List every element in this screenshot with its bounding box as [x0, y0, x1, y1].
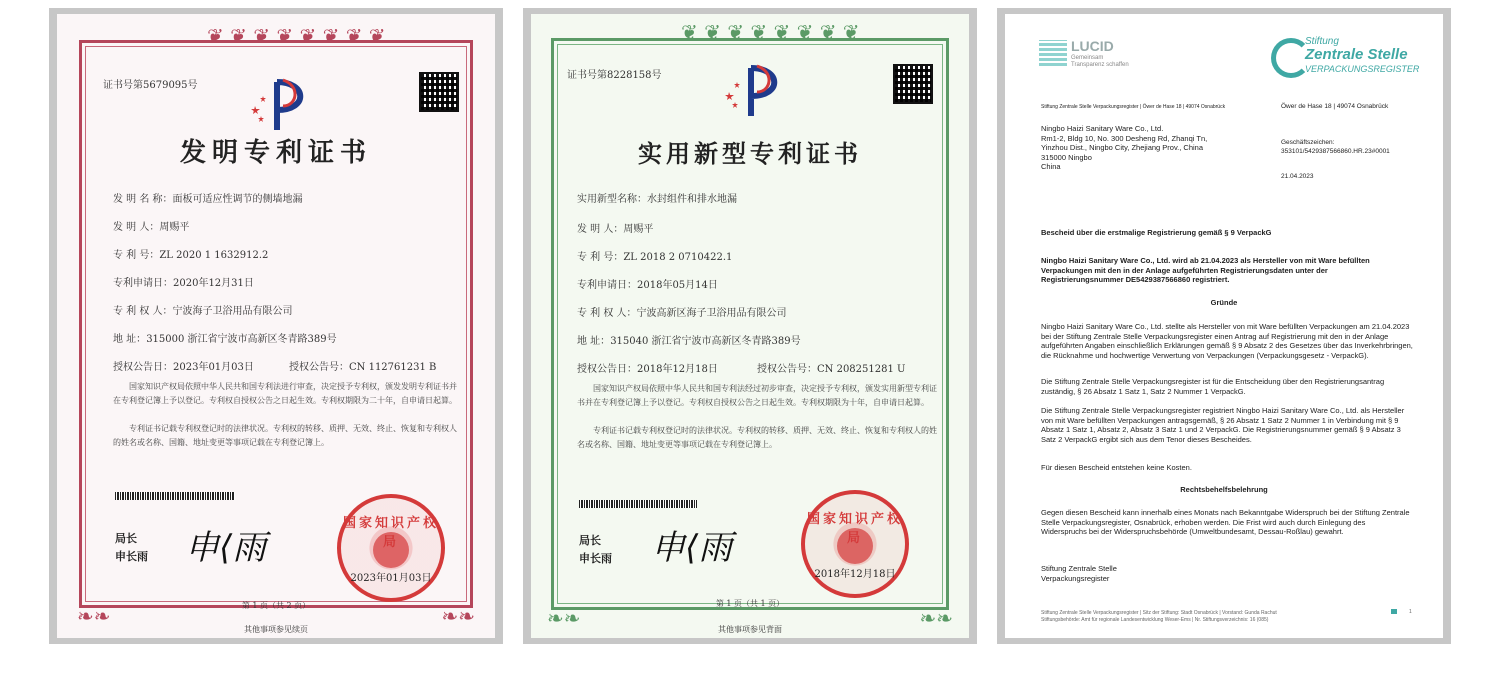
- field-label: 专利申请日：: [113, 278, 173, 289]
- field-value: ZL 2018 2 0710422.1: [623, 252, 733, 263]
- recipient-line: Yinzhou Dist., Ningbo City, Zhejiang Prov., China: [1041, 143, 1204, 152]
- zsvr-line-2: Zentrale Stelle: [1305, 46, 1408, 63]
- document-paper: [1005, 14, 1443, 638]
- field-value: CN 208251281 U: [817, 364, 906, 375]
- field-address: [113, 330, 337, 345]
- field-address: [577, 332, 801, 347]
- field-patent-no: [577, 248, 732, 263]
- sender-line: Stiftung Zentrale Stelle Verpackungsregister | Öwer de Hase 18 | 49074 Osnabrück: [1041, 104, 1226, 110]
- cnipa-logo-icon: [721, 62, 791, 118]
- field-label: 实用新型名称：: [577, 194, 647, 205]
- field-value: 2023年01月03日: [173, 362, 254, 373]
- field-label: 专 利 权 人：: [577, 308, 637, 319]
- recipient-line: Ningbo Haizi Sanitary Ware Co., Ltd.: [1041, 124, 1164, 133]
- footer-line-2: Stiftungsbehörde: Amt für regionale Landesentwicklung Weser-Ems | Nr. Stiftungsverzeichnis: 16 (085): [1041, 617, 1269, 623]
- footer-note: 其他事项参见续页: [244, 625, 308, 634]
- reference-value: 353101/5429387566860.HR.23#0001: [1281, 148, 1390, 155]
- field-label: 发 明 名 称：: [113, 194, 173, 205]
- body-paragraph-2: 专利证书记载专利权登记时的法律状况。专利权的转移、质押、无效、终止、恢复和专利权人的姓名或名称、国籍、地址变更等事项记载在专利登记簿上。: [577, 426, 937, 449]
- lucid-sub-1: Gemeinsam: [1071, 55, 1104, 61]
- recipient-line: China: [1041, 162, 1061, 171]
- invention-patent-certificate: [49, 8, 503, 644]
- body-paragraph-2: 专利证书记载专利权登记时的法律状况。专利权的转移、质押、无效、终止、恢复和专利权人的姓名或名称、国籍、地址变更等事项记载在专利登记簿上。: [113, 424, 457, 447]
- certificate-paper: [57, 14, 495, 638]
- director-name: 申长雨: [115, 550, 148, 563]
- ornament-top: ❦ ❦ ❦ ❦ ❦ ❦ ❦ ❦: [681, 20, 860, 44]
- legal-paragraph: Gegen diesen Bescheid kann innerhalb eines Monats nach Bekanntgabe Widerspruch bei der Stiftung Zentrale Stelle Verpackungsregister, Osnabrück, erhoben werden. Die Frist wird auch durch Einlegung des Widerspruchs bei der Widerspruchsbehörde (Umweltbundesamt, Dessau-Roßlau) gewahrt.: [1041, 508, 1410, 536]
- registration-notice-document: [997, 8, 1451, 644]
- field-grant-number: [757, 360, 905, 375]
- ornament-bottom-left: ❧❧: [547, 606, 581, 630]
- certificate-number: 证书号第8228158号: [567, 70, 662, 81]
- national-emblem-icon: [837, 528, 873, 564]
- field-label: 授权公告日：: [113, 362, 173, 373]
- field-inventor: [577, 220, 653, 235]
- lucid-name: LUCID: [1071, 38, 1114, 54]
- lucid-sub-2: Transparenz schaffen: [1071, 62, 1129, 68]
- field-value: 315040 浙江省宁波市高新区冬青路389号: [610, 336, 801, 347]
- ornament-top: ❦ ❦ ❦ ❦ ❦ ❦ ❦ ❦: [207, 24, 386, 48]
- zsvr-line-3: VERPACKUNGSREGISTER: [1305, 64, 1420, 74]
- closing-line-1: Stiftung Zentrale Stelle: [1041, 564, 1117, 573]
- field-label: 专 利 权 人：: [113, 306, 173, 317]
- official-seal: [801, 490, 909, 598]
- certificate-title: 实用新型专利证书: [638, 139, 862, 168]
- page-number: 第 1 页（共 2 页）: [241, 601, 311, 610]
- cnipa-logo-icon: [247, 76, 317, 132]
- barcode: [115, 492, 235, 500]
- footer-mark-icon: [1391, 609, 1397, 614]
- field-value: 水封组件和排水地漏: [647, 194, 737, 205]
- official-seal: [337, 494, 445, 602]
- seal-text: 国家知识产权: [342, 516, 439, 531]
- field-patentee: [113, 302, 293, 317]
- zsvr-line-1: Stiftung: [1305, 36, 1339, 47]
- reasons-paragraph-1: Ningbo Haizi Sanitary Ware Co., Ltd. stellte als Hersteller von mit Ware befüllten Verpackungen am 21.04.2023 bei der Stiftung Zentrale Stelle Verpackungsregister einen Antrag auf Registrierung mit den in der Anlage aufgeführten Angaben einschließlich Erklärungen gemäß § 9 Absatz 2 des Gesetzes über das Inverkehrbringen, die Rücknahme und hochwertige Verwertung von Verpackungen (Verpackungsgesetz - VerpackG).: [1041, 322, 1413, 360]
- subject-line: Bescheid über die erstmalige Registrierung gemäß § 9 VerpackG: [1041, 228, 1272, 237]
- recipient-line: Rm1-2, Bldg 10, No. 300 Desheng Rd, Zhanqi Tn,: [1041, 133, 1208, 143]
- field-filing-date: [577, 276, 718, 291]
- page-number: 第 1 页（共 1 页）: [715, 599, 785, 608]
- field-label: 发 明 人：: [577, 224, 624, 235]
- field-value: CN 112761231 B: [349, 362, 437, 373]
- sender-address: Öwer de Hase 18 | 49074 Osnabrück: [1281, 103, 1389, 110]
- director-signature: 申⟨雨: [651, 528, 733, 568]
- field-patent-no: [113, 246, 268, 261]
- field-label: 专利申请日：: [577, 280, 637, 291]
- field-label: 发 明 人：: [113, 222, 160, 233]
- field-value: 周赐平: [159, 222, 190, 233]
- field-value: 2018年05月14日: [637, 280, 718, 291]
- certificate-title: 发明专利证书: [179, 138, 372, 168]
- seal-text: 国家知识产权: [806, 512, 903, 527]
- seal-date: 2023年01月03日: [350, 573, 432, 584]
- field-filing-date: [113, 274, 254, 289]
- reasons-heading: Gründe: [1210, 298, 1238, 307]
- field-grant-date: [113, 358, 254, 373]
- field-name: [113, 190, 303, 205]
- field-value: 面板可适应性调节的侧墙地漏: [172, 194, 303, 205]
- field-value: 2018年12月18日: [637, 364, 718, 375]
- field-label: 授权公告号：: [757, 364, 817, 375]
- field-value: 2020年12月31日: [173, 278, 254, 289]
- field-label: 专 利 号：: [113, 250, 160, 261]
- ornament-bottom-right: ❧❧: [919, 606, 953, 630]
- body-paragraph-1: 国家知识产权局依照中华人民共和国专利法进行审查，决定授予专利权，颁发发明专利证书并在专利登记簿上予以登记。专利权自授权公告之日起生效。专利权期限为二十年，自申请日起算。: [113, 382, 457, 405]
- recipient-line: 315000 Ningbo: [1041, 152, 1092, 162]
- field-value: 宁波海子卫浴用品有限公司: [172, 306, 293, 317]
- field-label: 地 址：: [113, 334, 147, 345]
- director-block: [115, 530, 148, 566]
- certificate-paper: [531, 14, 969, 638]
- footer-note: 其他事项参见背面: [718, 625, 782, 634]
- certificate-number: 证书号第5679095号: [103, 80, 198, 91]
- utility-model-certificate: [523, 8, 977, 644]
- legal-heading: Rechtsbehelfsbelehrung: [1180, 485, 1268, 494]
- reasons-paragraph-2: Die Stiftung Zentrale Stelle Verpackungsregister ist für die Entscheidung über den Registrierungsantrag zuständig, § 26 Absatz 1 Satz 1, Satz 2 Nummer 1 VerpackG.: [1041, 377, 1385, 396]
- footer-page-number: 1: [1409, 609, 1412, 615]
- director-name: 申长雨: [579, 552, 612, 565]
- field-label: 地 址：: [577, 336, 611, 347]
- reasons-paragraph-4: Für diesen Bescheid entstehen keine Kosten.: [1041, 463, 1192, 472]
- ornament-bottom-left: ❧❧: [77, 604, 111, 628]
- qr-code-icon: [419, 72, 459, 112]
- document-date: 21.04.2023: [1281, 173, 1314, 180]
- field-value: ZL 2020 1 1632912.2: [159, 250, 269, 261]
- qr-code-icon: [893, 64, 933, 104]
- lucid-logo-icon: [1039, 40, 1067, 66]
- field-grant-date: [577, 360, 718, 375]
- body-paragraph-1: 国家知识产权局依照中华人民共和国专利法经过初步审查，决定授予专利权，颁发实用新型专利证书并在专利登记簿上予以登记。专利权自授权公告之日起生效。专利权期限为十年，自申请日起算。: [577, 384, 937, 407]
- field-label: 授权公告日：: [577, 364, 637, 375]
- field-name: [577, 190, 737, 205]
- field-value: 宁波高新区海子卫浴用品有限公司: [636, 308, 787, 319]
- director-title: 局长: [579, 534, 601, 547]
- field-label: 授权公告号：: [289, 362, 349, 373]
- footer-line-1: Stiftung Zentrale Stelle Verpackungsregister | Sitz der Stiftung: Stadt Osnabrück | Vorstand: Gunda Rachut: [1041, 610, 1277, 616]
- director-block: [579, 532, 612, 568]
- national-emblem-icon: [373, 532, 409, 568]
- director-signature: 申⟨雨: [185, 528, 267, 568]
- closing-line-2: Verpackungsregister: [1041, 574, 1110, 583]
- field-grant-number: [289, 358, 436, 373]
- reference-label: Geschäftszeichen:: [1281, 139, 1335, 146]
- field-value: 315000 浙江省宁波市高新区冬青路389号: [146, 334, 337, 345]
- ornament-bottom-right: ❧❧: [441, 604, 475, 628]
- reasons-paragraph-3: Die Stiftung Zentrale Stelle Verpackungsregister registriert Ningbo Haizi Sanitary Ware Co., Ltd. als Hersteller von mit Ware befüllten Verpackungen antragsgemäß, § 26 Absatz 1 Satz 2 Nummer 1 in Verbindung mit § 9 Absatz 1 Satz 1, Absatz 2, Absatz 3 Satz 1 und 2 VerpackG. Die Registrierungsnummer gemäß § 9 Absatz 3 Satz 2 VerpackG ergibt sich aus dem Tenor dieses Bescheides.: [1041, 406, 1405, 444]
- seal-date: 2018年12月18日: [814, 569, 896, 580]
- field-patentee: [577, 304, 787, 319]
- recipient-address: [1041, 124, 1261, 172]
- decision-text: Ningbo Haizi Sanitary Ware Co., Ltd. wird ab 21.04.2023 als Hersteller von mit Ware befüllten Verpackungen mit den in der Anlage aufgeführten Registrierungsdaten unter der Registrierungsnummer DE5429387566860 registriert.: [1041, 256, 1370, 284]
- director-title: 局长: [115, 532, 137, 545]
- barcode: [579, 500, 697, 508]
- field-label: 专 利 号：: [577, 252, 624, 263]
- field-inventor: [113, 218, 189, 233]
- field-value: 周赐平: [623, 224, 654, 235]
